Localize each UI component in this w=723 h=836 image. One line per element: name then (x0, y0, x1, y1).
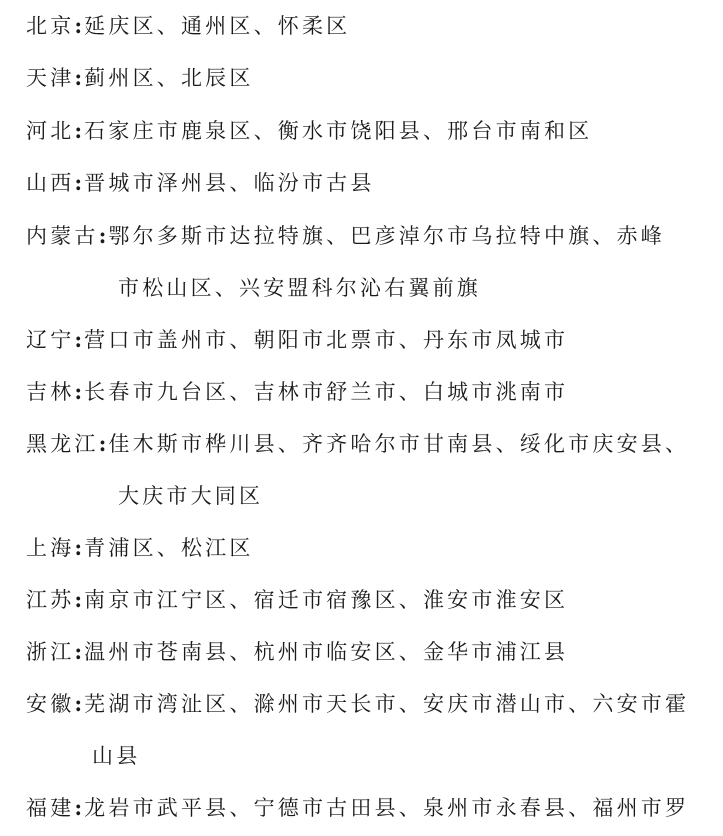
separator: : (74, 13, 83, 38)
entry-jiangsu (26, 587, 568, 613)
region-name: 河北 (26, 119, 75, 143)
region-text: 营口市盖州市、朝阳市北票市、丹东市凤城市 (84, 328, 569, 352)
region-name: 江苏 (26, 588, 75, 612)
region-text: 延庆区、通州区、怀柔区 (84, 14, 351, 38)
region-name: 上海 (26, 536, 75, 560)
entry-jilin (26, 379, 568, 405)
region-text: 龙岩市武平县、宁德市古田县、泉州市永春县、福州市罗 (84, 796, 690, 820)
region-text: 石家庄市鹿泉区、衡水市饶阳县、邢台市南和区 (84, 119, 593, 143)
region-text: 晋城市泽州县、临汾市古县 (84, 171, 375, 195)
region-name: 浙江 (26, 640, 75, 664)
region-name: 山西 (26, 171, 75, 195)
region-name: 天津 (26, 66, 75, 90)
region-name: 福建 (26, 796, 75, 820)
region-name: 内蒙古 (26, 224, 99, 248)
region-name: 吉林 (26, 380, 75, 404)
entry-heilongjiang-continuation: 大庆市大同区 (118, 484, 264, 508)
separator: : (98, 223, 107, 248)
entry-liaoning (26, 327, 568, 353)
entry-beijing (26, 13, 350, 39)
region-name: 辽宁 (26, 328, 75, 352)
region-text: 南京市江宁区、宿迁市宿豫区、淮安市淮安区 (84, 588, 569, 612)
region-text: 蓟州区、北辰区 (84, 66, 254, 90)
entry-fujian (26, 795, 689, 821)
region-name: 北京 (26, 14, 75, 38)
entry-shanghai (26, 535, 254, 561)
separator: : (74, 535, 83, 560)
entry-anhui (26, 691, 689, 717)
separator: : (74, 327, 83, 352)
entry-anhui-continuation: 山县 (92, 744, 141, 768)
entry-neimenggu (26, 223, 665, 249)
entry-zhejiang (26, 639, 568, 665)
entry-heilongjiang (26, 431, 689, 457)
entry-tianjin (26, 65, 254, 91)
separator: : (74, 691, 83, 716)
separator: : (74, 379, 83, 404)
region-text: 长春市九台区、吉林市舒兰市、白城市洮南市 (84, 380, 569, 404)
region-text: 温州市苍南县、杭州市临安区、金华市浦江县 (84, 640, 569, 664)
region-text: 佳木斯市桦川县、齐齐哈尔市甘南县、绥化市庆安县、 (108, 432, 690, 456)
entry-hebei (26, 118, 592, 144)
separator: : (74, 795, 83, 820)
region-name: 安徽 (26, 692, 75, 716)
region-name: 黑龙江 (26, 432, 99, 456)
separator: : (98, 431, 107, 456)
region-text: 鄂尔多斯市达拉特旗、巴彦淖尔市乌拉特中旗、赤峰 (108, 224, 665, 248)
separator: : (74, 118, 83, 143)
region-text: 青浦区、松江区 (84, 536, 254, 560)
entry-neimenggu-continuation: 市松山区、兴安盟科尔沁右翼前旗 (118, 276, 481, 300)
region-text: 芜湖市湾沚区、滁州市天长市、安庆市潜山市、六安市霍 (84, 692, 690, 716)
separator: : (74, 170, 83, 195)
separator: : (74, 639, 83, 664)
separator: : (74, 65, 83, 90)
separator: : (74, 587, 83, 612)
entry-shanxi (26, 170, 375, 196)
